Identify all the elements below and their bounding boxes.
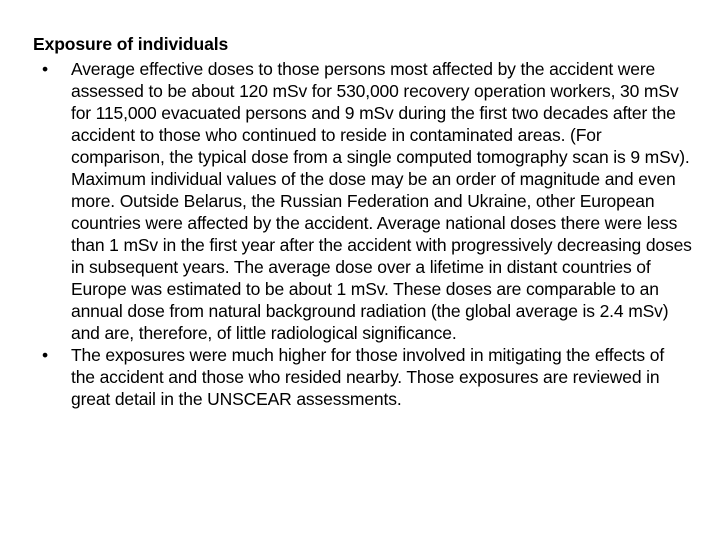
bullet-point-icon: •	[42, 59, 48, 79]
list-item	[33, 344, 692, 410]
list-item	[33, 58, 692, 344]
bullet-point-icon: •	[42, 345, 48, 365]
list-item-text: The exposures were much higher for those involved in mitigating the effects of the accident and those who resided nearby. Those exposures are reviewed in great detail in the UNSCEAR assessments.	[71, 345, 665, 409]
list-item-text: Average effective doses to those persons most affected by the accident were assessed to be about 120 mSv for 530,000 recovery operation workers, 30 mSv for 115,000 evacuated persons and 9 mSv during the first two decades after the accident to those who continued to reside in contaminated areas. (For comparison, the typical dose from a single computed tomography scan is 9 mSv). Maximum individual values of the dose may be an order of magnitude and even more. Outside Belarus, the Russian Federation and Ukraine, other European countries were affected by the accident. Average national doses there were less than 1 mSv in the first year after the accident with progressively decreasing doses in subsequent years. The average dose over a lifetime in distant countries of Europe was estimated to be about 1 mSv. These doses are comparable to an annual dose from natural background radiation (the global average is 2.4 mSv) and are, therefore, of little radiological significance.	[71, 59, 692, 343]
page-title: Exposure of individuals	[33, 34, 229, 54]
bullet-list	[33, 58, 692, 410]
